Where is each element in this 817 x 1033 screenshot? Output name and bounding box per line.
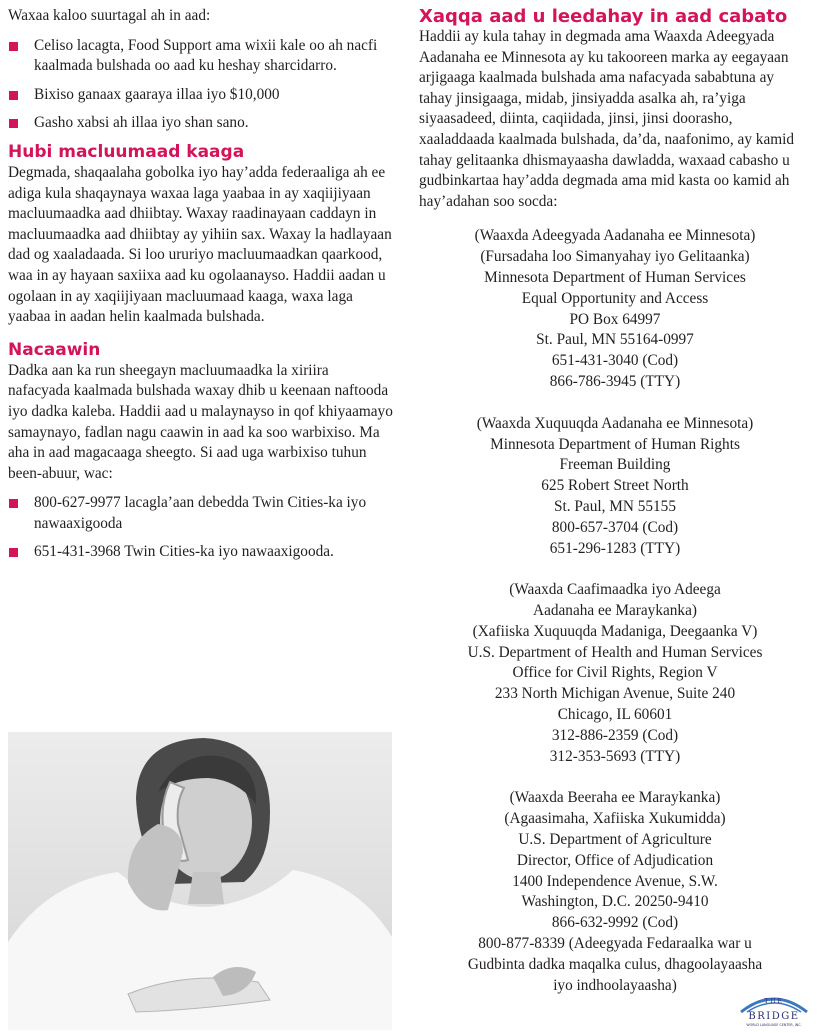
phone-line: 651-431-3040 (Cod) [551, 352, 679, 370]
address-line: iyo indhoolayaasha) [553, 976, 677, 994]
section-heading-verify: Hubi macluumaad kaaga [8, 141, 245, 162]
address-line: Director, Office of Adjudication [516, 851, 714, 869]
bullet-square-icon [9, 119, 18, 128]
bridge-arch-icon [735, 988, 813, 1028]
phone-line: 800-877-8339 (Adeegyada Fedaraalka war u [478, 935, 752, 953]
fraud-paragraph: Dadka aan ka run sheegayn macluumaadka la xiriira nafacyada kaalmada bulshada waxay dhib u keenaan naftooda iyo dadka kaleba. Haddii aad u malaynayso in qof khiyaamayo samaynayo, fadlan nagu caawin in aad ka soo warbixiso. Ma aha in aad magacaaga sheegto. Si aad uga warbixiso tuhun been-abuur, wac: [8, 361, 393, 482]
address-line: (Xafiiska Xuquuqda Madaniga, Deegaanka V) [472, 622, 758, 640]
phone-line: 866-786-3945 (TTY) [549, 372, 681, 390]
list-item: 800-627-9977 lacagla’aan debedda Twin Cities-ka iyo nawaaxigooda [8, 493, 394, 534]
svg-text:THE: THE [764, 998, 784, 1005]
consequences-list [8, 36, 394, 134]
address-line: St. Paul, MN 55164-0997 [536, 331, 694, 349]
list-item: Bixiso ganaax gaaraya illaa iyo $10,000 [8, 85, 394, 106]
address-line: St. Paul, MN 55155 [554, 497, 676, 515]
photo-illustration [8, 732, 392, 1030]
bullet-square-icon [9, 91, 18, 100]
address-line: (Waaxda Beeraha ee Maraykanka) [509, 789, 721, 807]
address-line: 1400 Independence Avenue, S.W. [512, 872, 718, 890]
verify-paragraph: Degmada, shaqaalaha gobolka iyo hay’adda federaaliga ah ee adiga kula shaqaynaya waxaa laga yaabaa in ay xaqiijiyaan macluumaadka aad dhiibtay. Waxay raadinayaan caddayn in macluumaadka aad dhiibtay ay yihiin sax. Waxay la hadlayaan dad og xaaladaada. Si loo ururiyo macluumaadkan qaarkood, waa in ay hayaan saxiixa aad ku ogolaanayso. Haddii aadan u ogolaan in ay xaqiijiyaan macluumaad kaaga, waxa laga yaabaa in aadan helin kaalmada bulshada. [8, 163, 392, 326]
address-line: Freeman Building [559, 456, 671, 474]
left-column [8, 6, 394, 563]
right-column [419, 6, 811, 996]
list-item: Celiso lacagta, Food Support ama wixii kale oo ah nacfi kaalmada bulshada oo aad ku heshay sharcidarro. [8, 36, 394, 77]
address-line: Chicago, IL 60601 [557, 706, 673, 724]
svg-text:WORLD LANGUAGE CENTER, INC.: WORLD LANGUAGE CENTER, INC. [746, 1023, 802, 1027]
address-line: Equal Opportunity and Access [521, 289, 709, 307]
list-item: Gasho xabsi ah illaa iyo shan sano. [8, 113, 394, 134]
address-block-mn-dhs [419, 226, 811, 392]
section-heading-complaint: Xaqqa aad u leedahay in aad cabato [419, 6, 788, 27]
address-line: PO Box 64997 [569, 310, 661, 328]
phone-line: 866-632-9992 (Cod) [551, 914, 679, 932]
phone-line: 651-296-1283 (TTY) [549, 539, 681, 557]
phone-line: 312-886-2359 (Cod) [551, 726, 679, 744]
phone-line: 800-657-3704 (Cod) [551, 518, 679, 536]
address-line: (Waaxda Adeegyada Aadanaha ee Minnesota) [474, 227, 756, 245]
address-block-us-hhs [419, 580, 811, 767]
address-line: (Agaasimaha, Xafiiska Xukumidda) [504, 810, 726, 828]
complaint-paragraph: Haddii ay kula tahay in degmada ama Waaxda Adeegyada Aadanaha ee Minnesota ay ku takooreen marka ay eegayaan arjigaaga kaalmada bulshada ama nafacyada sababtuna ay tahay jinsigaaga, midab, jinsiyadda asalka ah, ra’yiga siyaasadeed, diinta, caqiidada, jinsi, jinsi doorasho, xaaladdaada kaalmada bulshada, da’da, naafonimo, ay kamid tahay gelitaanka dhismayaasha dawladda, waxaad cabasho u gudbinkartaa hay’adda degmada ama mid kasta oo kamid ah hay’adahan soo socda: [419, 28, 795, 210]
address-line: U.S. Department of Agriculture [518, 831, 712, 849]
address-line: (Waaxda Xuquuqda Aadanaha ee Minnesota) [476, 414, 754, 432]
bullet-square-icon [9, 42, 18, 51]
intro-text: Waxaa kaloo suurtagal ah in aad: [8, 7, 211, 24]
address-line: Minnesota Department of Human Rights [490, 435, 740, 453]
fraud-hotline-list [8, 493, 394, 563]
phone-line: 312-353-5693 (TTY) [549, 747, 681, 765]
bullet-square-icon [9, 548, 18, 557]
svg-text:BRIDGE: BRIDGE [748, 1011, 800, 1022]
address-block-mn-human-rights [419, 414, 811, 560]
address-line: Aadanaha ee Maraykanka) [533, 602, 697, 620]
section-heading-fraud: Nacaawin [8, 339, 101, 360]
the-bridge-logo [735, 988, 813, 1028]
address-line: 233 North Michigan Avenue, Suite 240 [494, 685, 736, 703]
address-line: 625 Robert Street North [541, 477, 689, 495]
address-line: Minnesota Department of Human Services [484, 268, 746, 286]
address-line: Washington, D.C. 20250-9410 [521, 893, 709, 911]
address-line: (Waaxda Caafimaadka iyo Adeega [509, 581, 721, 599]
address-line: (Fursadaha loo Simanyahay iyo Gelitaanka) [480, 248, 750, 266]
address-line: Office for Civil Rights, Region V [512, 664, 718, 682]
list-item: 651-431-3968 Twin Cities-ka iyo nawaaxigooda. [8, 542, 394, 563]
woman-on-phone-photo [8, 732, 392, 1030]
address-line: U.S. Department of Health and Human Services [467, 643, 763, 661]
bullet-square-icon [9, 499, 18, 508]
address-block-usda [419, 788, 811, 996]
address-line: Gudbinta dadka maqalka culus, dhagoolayaasha [467, 955, 763, 973]
